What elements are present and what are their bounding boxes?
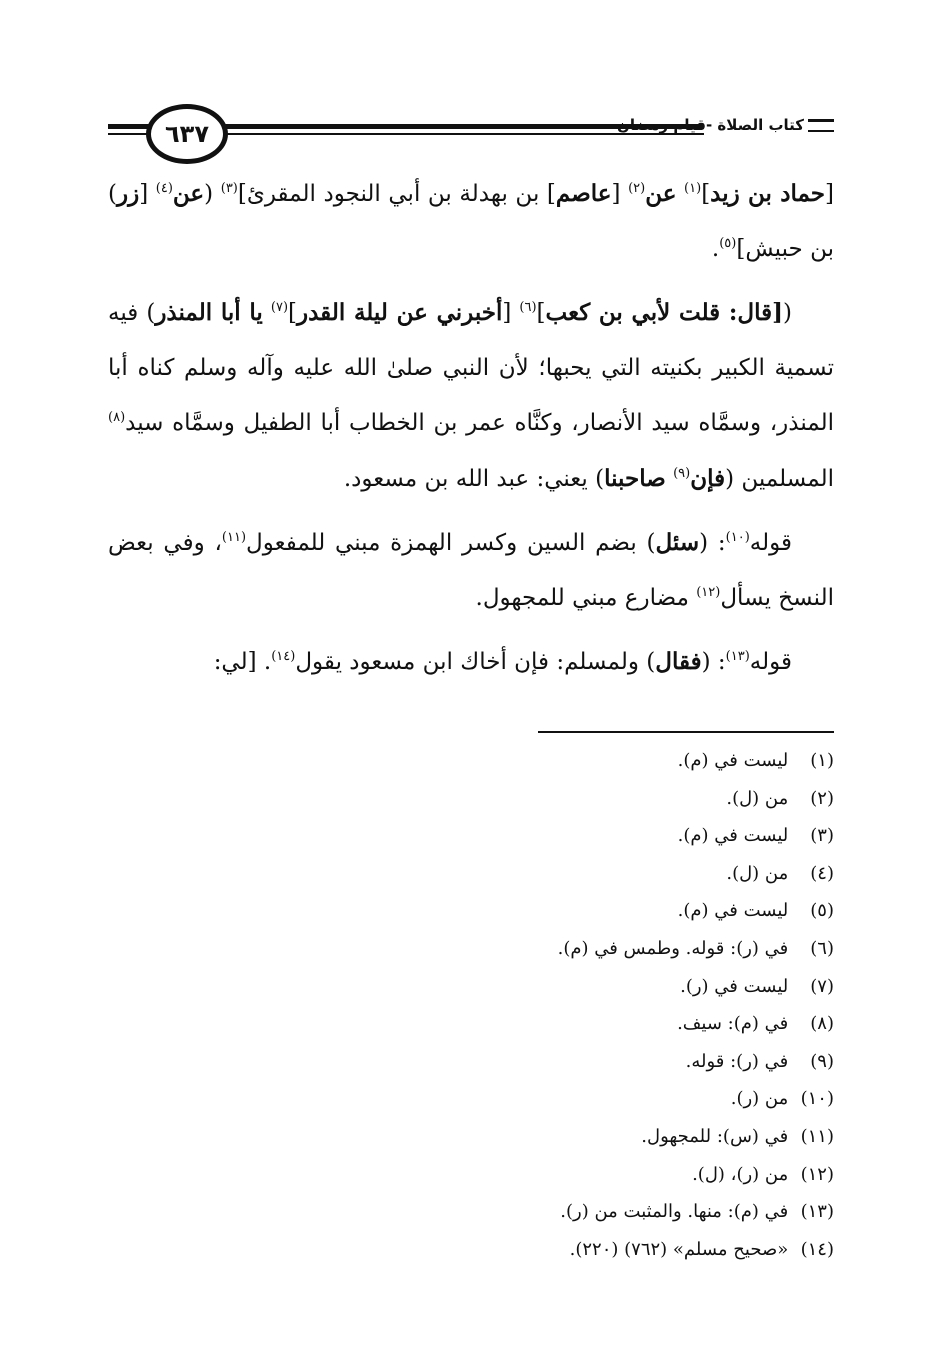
- footnote-number: (١٠): [800, 1088, 834, 1110]
- footnote-number: (١٢): [800, 1163, 834, 1185]
- text: وفي بعض النسخ يسأل: [108, 530, 834, 611]
- text-bold: فقال: [655, 648, 702, 675]
- footnote-ref: (٣): [220, 181, 238, 196]
- footnote-ref: (٦): [519, 300, 537, 315]
- text-bold: زر: [116, 180, 140, 207]
- footnote-item: [108, 930, 834, 968]
- footnote-item: [108, 1118, 834, 1156]
- text-bold: سئل: [655, 529, 700, 556]
- text-bold: قال: قلت لأبي بن كعب: [545, 299, 773, 326]
- footnote-number: (٢): [810, 787, 834, 809]
- footnote-text: من (ر).: [730, 1088, 789, 1110]
- text: ولمسلم: فإن أخاك ابن مسعود يقول: [295, 649, 639, 675]
- footnote-number: (١٤): [800, 1238, 834, 1260]
- paragraph-qala: ([قال: قلت لأبي بن كعب]$^{(٦)}$ [أخبرني عن ليلة القدر]$^{(٧)}$ يا أبا المنذر) فيه تسمية الكبير بكنيته التي يحبها؛ لأن النبي صلىٰ الله عليه وآله وسلم كناه أبا المنذر، وسمَّاه سيد الأنصار، وكنَّاه عمر بن الخطاب أبا الطفيل وسمَّاه سيد$^{(٨)}$ المسلمين (فإن$^{(٩)}$ صاحبنا) يعني: عبد الله بن مسعود.: [108, 299, 834, 492]
- footnote-item: [108, 1231, 834, 1269]
- footnote-number: (٥): [810, 900, 834, 922]
- footnote-text: ليست في (م).: [677, 900, 789, 922]
- footnote-item: [108, 780, 834, 818]
- text-bold: حماد بن زيد: [710, 180, 826, 207]
- footnote-ref: (١٣): [725, 649, 750, 664]
- page-number: ٦٣٧: [146, 104, 228, 164]
- text-bold: عن: [645, 180, 677, 207]
- footnote-ref: (١١): [221, 530, 247, 545]
- footnote-item: [108, 1193, 834, 1231]
- footnote-separator: [538, 731, 834, 733]
- footnote-number: (٨): [810, 1013, 834, 1035]
- footnote-text: ليست في (م).: [677, 750, 789, 771]
- text: قوله: [749, 530, 792, 556]
- footnote-text: في (م): منها. والمثبت من (ر).: [560, 1201, 789, 1223]
- footnote-ref: (٩): [673, 466, 691, 481]
- footnote-number: (٤): [810, 862, 834, 884]
- footnote-number: (٦): [810, 937, 834, 959]
- footnote-item: [108, 1043, 834, 1081]
- header-rule: [108, 124, 152, 129]
- footnote-text: في (ر): قوله. وطمس في (م).: [557, 937, 789, 959]
- footnotes: [108, 742, 834, 1268]
- paragraph-qawluhu-1: قوله$^{(١٠)}$: (سئل) بضم السين وكسر الهمزة مبني للمفعول$^{(١١)}$، وفي بعض النسخ يسأل$^{(١٢)}$ مضارع مبني للمجهول.: [108, 529, 834, 611]
- paragraph-isnad: [حماد بن زيد]$^{(١)}$ عن$^{(٢)}$ [عاصم] بن بهدلة بن أبي النجود المقرئ]$^{(٣)}$ (عن$^{(٤)}$ [زر) بن حبيش]$^{(٥)}$.: [108, 180, 834, 262]
- footnote-ref: (٤): [155, 181, 173, 196]
- footnote-item: [108, 1080, 834, 1118]
- footnote-item: [108, 1156, 834, 1194]
- footnote-number: (١٣): [800, 1201, 834, 1223]
- footnote-item: [108, 1005, 834, 1043]
- footnote-ref: (١): [684, 181, 702, 196]
- main-text: [108, 166, 834, 690]
- text-bold: أخبرني عن ليلة القدر: [297, 299, 503, 326]
- footnote-item: [108, 742, 834, 780]
- footnote-item: [108, 892, 834, 930]
- footnote-ref: (٢): [628, 181, 646, 196]
- text: [لي:: [213, 649, 257, 675]
- footnote-ref: (١٤): [271, 649, 296, 664]
- page-header: [108, 104, 834, 164]
- footnote-text: من (ل).: [726, 787, 789, 809]
- footnote-text: «صحيح مسلم» (٧٦٢) (٢٢٠).: [569, 1238, 789, 1260]
- footnote-ref: (١٢): [696, 585, 721, 600]
- text: مضارع مبني للمجهول.: [475, 585, 689, 611]
- text-bold: فإن: [690, 465, 726, 492]
- text: يعني: عبد الله بن مسعود.: [343, 466, 588, 492]
- text-bold: صاحبنا: [604, 465, 666, 492]
- text: بضم السين وكسر الهمزة مبني للمفعول: [246, 530, 637, 556]
- footnote-text: من (ر)، (ل).: [692, 1163, 789, 1185]
- footnote-number: (٣): [810, 825, 834, 847]
- footnote-text: في (م): سيف.: [677, 1013, 789, 1035]
- footnote-number: (١١): [800, 1125, 834, 1147]
- footnote-number: (٩): [810, 1050, 834, 1072]
- running-title-text: كتاب الصلاة -قيام رمضان: [617, 116, 804, 134]
- footnote-ref: (٧): [270, 300, 289, 315]
- text-bold: يا أبا المنذر: [155, 299, 263, 326]
- footnote-item: [108, 817, 834, 855]
- text-bold: عاصم: [555, 180, 612, 207]
- title-ornament: [808, 119, 834, 132]
- text: فيه تسمية الكبير بكنيته التي يحبها؛ لأن النبي صلىٰ الله عليه وآله وسلم كناه أبا المنذر، وسمَّاه سيد الأنصار، وكنَّاه عمر بن الخطاب أبا الطفيل وسمَّاه سيد: [108, 300, 834, 436]
- footnote-ref: (٨): [108, 410, 126, 425]
- footnote-text: من (ل).: [726, 862, 789, 884]
- text: بن بهدلة بن أبي النجود المقرئ: [246, 181, 540, 207]
- paragraph-qawluhu-2: قوله$^{(١٣)}$: (فقال) ولمسلم: فإن أخاك ابن مسعود يقول$^{(١٤)}$. [لي:: [213, 648, 792, 675]
- footnote-item: [108, 968, 834, 1006]
- footnote-text: في (ر): قوله.: [685, 1050, 789, 1072]
- footnote-text: ليست في (ر).: [680, 975, 789, 997]
- text: المسلمين: [741, 466, 834, 492]
- footnote-number: (١): [810, 750, 834, 771]
- footnote-number: (٧): [810, 975, 834, 997]
- footnote-item: [108, 855, 834, 893]
- footnote-text: ليست في (م).: [677, 825, 789, 847]
- footnote-ref: (٥): [719, 236, 737, 251]
- footnote-ref: (١٠): [725, 530, 750, 545]
- footnote-text: في (س): للمجهول.: [641, 1125, 789, 1147]
- running-title: [617, 116, 834, 134]
- text: بن حبيش: [745, 236, 834, 262]
- text-bold: عن: [172, 180, 205, 207]
- text: قوله: [749, 649, 792, 675]
